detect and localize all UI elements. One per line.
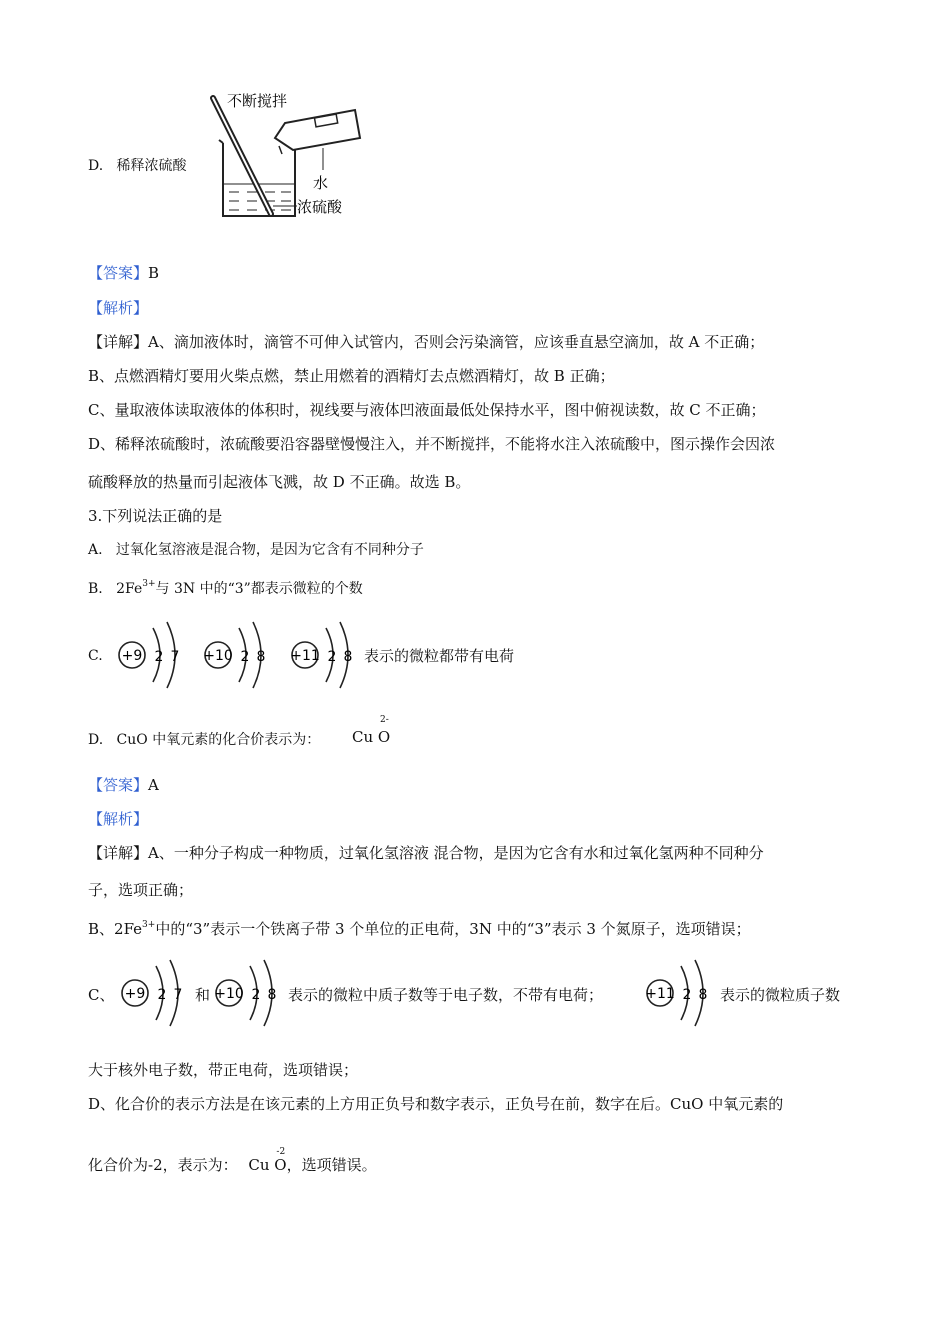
acid-label: 浓硫酸	[297, 198, 343, 216]
shell-electron-count: 2	[251, 987, 261, 1003]
q3-option-a: A. 过氧化氢溶液是混合物，是因为它含有不同种分子	[88, 542, 424, 558]
q3-detail-c-label: C、	[88, 986, 115, 1004]
atom-diagram-na	[288, 620, 360, 690]
nucleus-charge: +9	[121, 648, 143, 664]
valence-formula-detail: Cu O -2	[248, 1155, 286, 1175]
valence-mark: 2-	[380, 715, 389, 725]
q2-detail-line-5: 硫酸释放的热量而引起液体飞溅，故 D 不正确。故选 B。	[88, 473, 471, 491]
nucleus-charge: +10	[214, 986, 244, 1002]
shell-electron-count: 8	[267, 987, 277, 1003]
q3-detail-c-mid: 表示的微粒中质子数等于电子数，不带有电荷；	[288, 986, 604, 1004]
stir-label: 不断搅拌	[227, 92, 288, 110]
valence-formula-option-d: Cu O 2-	[352, 715, 391, 746]
shell-electron-count: 8	[256, 649, 266, 665]
q3-detail-b: B、$2Fe^{3+}$中的“3”表示一个铁离子带 3 个单位的正电荷，3N 中的“3”表示 3 个氮原子，选项错误；	[88, 920, 751, 938]
shell-electron-count: 2	[154, 649, 164, 665]
answer-value: B	[148, 264, 160, 282]
q2-detail-line-4: D、稀释浓硫酸时，浓硫酸要沿容器壁慢慢注入，并不断搅拌，不能将水注入浓硫酸中，图示操作会因浓	[88, 435, 776, 453]
detail-atom-na	[643, 958, 715, 1028]
q3-option-b: B. $2Fe^{3+}$与 3N 中的“3”都表示微粒的个数	[88, 579, 363, 597]
water-label: 水	[313, 174, 329, 192]
q3-detail-d-2: 化合价为-2，表示为： Cu O -2 ，选项错误。	[88, 1155, 377, 1175]
nucleus-charge: +10	[203, 648, 233, 664]
q3-answer: 【答案】A	[88, 776, 159, 794]
nucleus-charge: +11	[290, 648, 320, 664]
q2-analysis-tag: 【解析】	[88, 299, 149, 317]
nucleus-charge: +11	[645, 986, 675, 1002]
q3-detail-c-2: 大于核外电子数，带正电荷，选项错误；	[88, 1061, 359, 1079]
q3-option-d: D. CuO 中氧元素的化合价表示为：	[88, 732, 321, 748]
nucleus-charge: +9	[124, 986, 146, 1002]
q2-detail-line-3: C、量取液体读取液体的体积时，视线要与液体凹液面最低处保持水平，图中俯视读数，故 C 不正确；	[88, 401, 766, 419]
atom-diagram-ne	[201, 620, 273, 690]
shell-electron-count: 2	[327, 649, 337, 665]
shell-electron-count: 2	[157, 987, 167, 1003]
q3-analysis-tag: 【解析】	[88, 810, 149, 828]
shell-electron-count: 2	[682, 987, 692, 1003]
q2-answer	[88, 263, 159, 283]
shell-electron-count: 7	[170, 649, 180, 665]
shell-electron-count: 2	[240, 649, 250, 665]
q3-option-c-text: 表示的微粒都带有电荷	[364, 647, 515, 665]
q2-option-d	[88, 156, 187, 176]
atom-diagram-f	[115, 620, 187, 690]
option-text: 稀释浓硫酸	[116, 158, 187, 174]
q3-detail-d-1: D、化合价的表示方法是在该元素的上方用正负号和数字表示，正负号在前，数字在后。CuO 中氧元素的	[88, 1095, 784, 1113]
detail-atom-ne	[212, 958, 284, 1028]
q2-detail-line-1: 【详解】A、滴加液体时，滴管不可伸入试管内，否则会污染滴管，应该垂直悬空滴加，故 A 不正确；	[88, 333, 765, 351]
q3-stem: 3.下列说法正确的是	[88, 507, 223, 525]
q3-detail-c-end: 表示的微粒质子数	[720, 986, 841, 1004]
dilution-figure	[205, 88, 365, 223]
shell-electron-count: 8	[343, 649, 353, 665]
q3-detail-a-2: 子，选项正确；	[88, 881, 194, 899]
detail-tag: 【详解】	[88, 333, 149, 351]
shell-electron-count: 7	[173, 987, 183, 1003]
shell-electron-count: 8	[698, 987, 708, 1003]
answer-tag: 【答案】	[88, 264, 149, 282]
valence-mark: -2	[276, 1147, 286, 1157]
option-label: D.	[88, 158, 104, 174]
q3-detail-c-and: 和	[195, 986, 211, 1004]
q2-detail-line-2: B、点燃酒精灯要用火柴点燃，禁止用燃着的酒精灯去点燃酒精灯，故 B 正确；	[88, 367, 615, 385]
q3-option-c-label: C.	[88, 648, 103, 664]
detail-atom-f	[118, 958, 190, 1028]
q3-detail-a-1: 【详解】A、一种分子构成一种物质，过氧化氢溶液 混合物，是因为它含有水和过氧化氢两种不同种分	[88, 844, 764, 862]
